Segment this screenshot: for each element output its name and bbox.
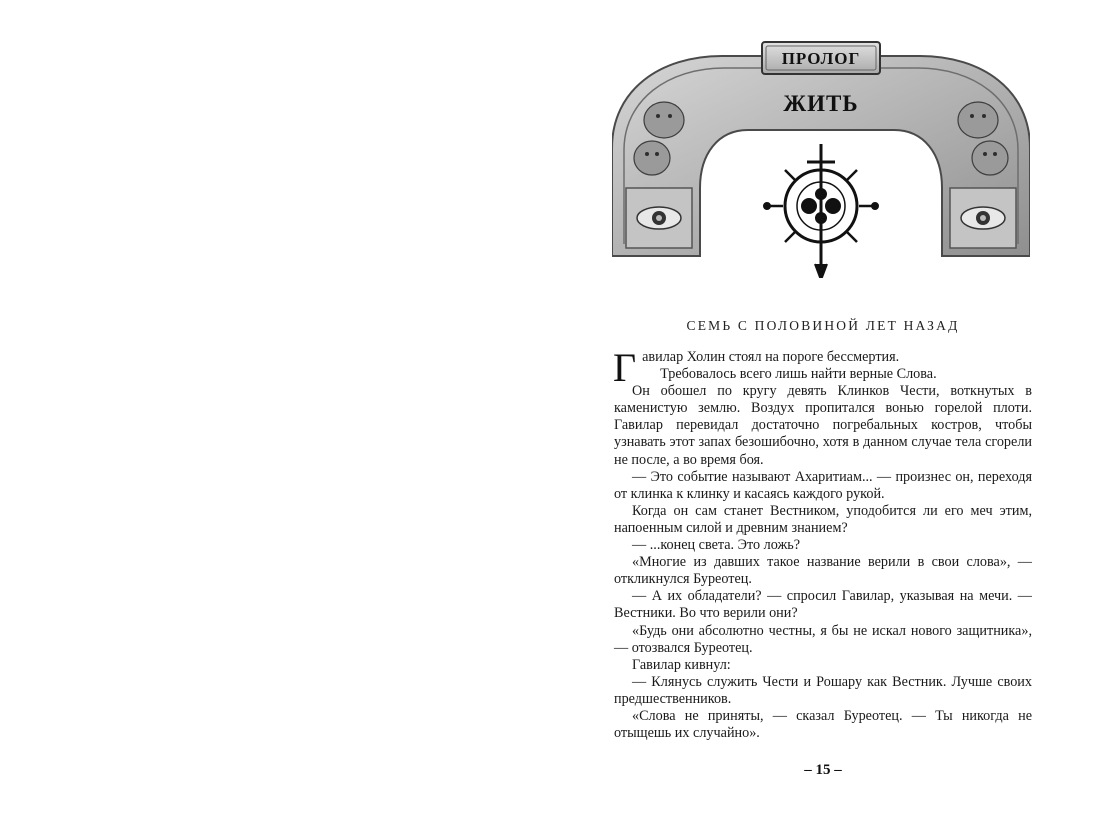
paragraph: — Клянусь служить Чести и Рошару как Вестник. Лучше своих предшественников. — [614, 673, 1032, 707]
paragraph: Гавилар кивнул: — [632, 656, 731, 673]
paragraph: — ...конец света. Это ложь? — [632, 537, 801, 554]
paragraph: Гавилар Холин стоял на пороге бессмертия. — [613, 345, 900, 390]
chapter-arch-illustration — [612, 38, 1030, 278]
paragraph: Требовалось всего лишь найти верные Слова. — [660, 366, 937, 383]
paragraph: Когда он сам станет Вестником, уподобится ли его меч этим, напоенным силой и древним знанием? — [614, 502, 1032, 536]
page-number: – 15 – — [804, 762, 842, 778]
chapter-subtitle: СЕМЬ С ПОЛОВИНОЙ ЛЕТ НАЗАД — [686, 318, 960, 333]
body-text — [613, 345, 1032, 742]
chapter-label: ПРОЛОГ — [781, 49, 861, 68]
paragraph: «Будь они абсолютно честны, я бы не искал нового защитника», — отозвался Буреотец. — [614, 622, 1032, 656]
right-page — [550, 0, 1100, 825]
radiant-sword-glyph-icon — [764, 144, 878, 278]
paragraph: «Слова не приняты, — сказал Буреотец. — Ты никогда не отыщешь их случайно». — [614, 707, 1032, 742]
drop-cap: Г — [613, 345, 637, 390]
paragraph: Он обошел по кругу девять Клинков Чести, воткнутых в каменистую землю. Воздух пропитался вонью горелой плоти. Гавилар перевидал достаточно погребальных костров, чтобы узнавать этот запах безошибочно, хотя в данном случае тела сгорели не после, а во время боя. — [614, 383, 1032, 468]
chapter-title: ЖИТЬ — [783, 91, 859, 116]
paragraph: — Это событие называют Ахаритиам... — произнес он, переходя от клинка к клинку и касаясь каждого рукой. — [614, 468, 1032, 502]
paragraph: «Многие из давших такое название верили в свои слова», — откликнулся Буреотец. — [614, 554, 1032, 588]
paragraph: — А их обладатели? — спросил Гавилар, указывая на мечи. — Вестники. Во что верили они? — [614, 588, 1032, 622]
